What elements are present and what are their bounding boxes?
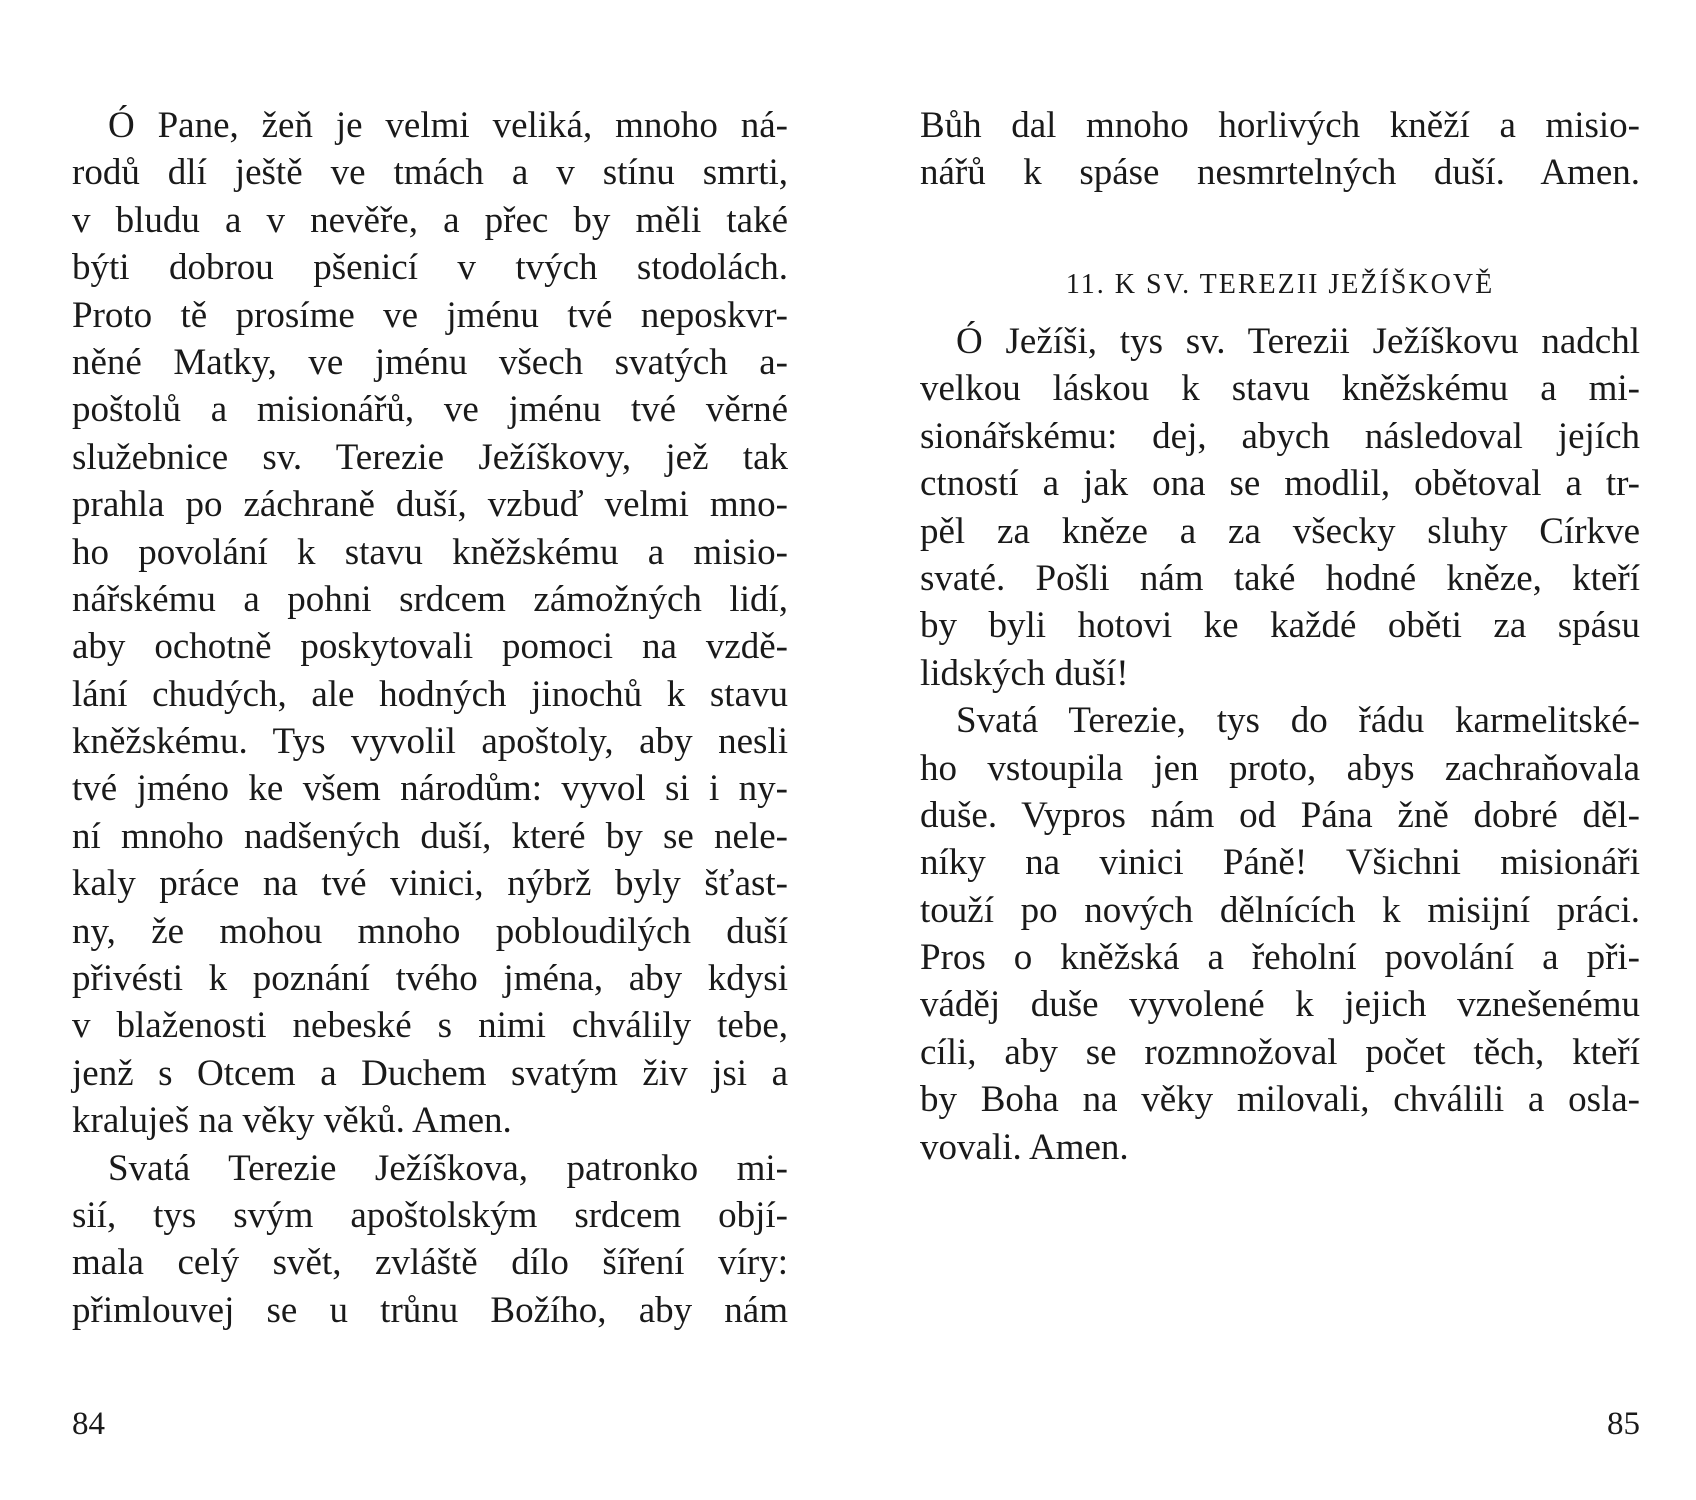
left-page-text [72, 102, 788, 1334]
text-line: něné Matky, ve jménu všech svatých a- [72, 341, 788, 383]
text-line: sií, tys svým apoštolským srdcem objí- [72, 1194, 788, 1236]
text-line: přivésti k poznání tvého jména, aby kdysi [72, 958, 788, 1000]
text-line: velkou láskou k stavu kněžskému a mi- [920, 368, 1640, 410]
text-line: ny, že mohou mnoho pobloudilých duší [72, 910, 788, 952]
text-line: ho vstoupila jen proto, abys zachraňovala [920, 747, 1640, 789]
text-line: Ó Pane, žeň je velmi veliká, mnoho ná- [108, 105, 788, 146]
text-line: poštolů a misionářů, ve jménu tvé věrné [72, 389, 788, 431]
section-heading: 11. K SV. TEREZII JEŽÍŠKOVĚ [1065, 269, 1495, 300]
text-line: aby ochotně poskytovali pomoci na vzdě- [72, 626, 788, 668]
text-line: býti dobrou pšenicí v tvých stodolách. [72, 247, 788, 289]
text-line: nářskému a pohni srdcem zámožných lidí, [72, 578, 788, 620]
text-line: níky na vinici Páně! Všichni misionáři [920, 842, 1640, 884]
text-line: ctností a jak ona se modlil, obětoval a tr- [920, 463, 1640, 505]
left-page [72, 0, 788, 1500]
text-line: lání chudých, ale hodných jinochů k stavu [72, 673, 788, 715]
text-line: vovali. Amen. [920, 1126, 1129, 1168]
text-line: v bludu a v nevěře, a přec by měli také [72, 199, 788, 241]
text-line: tvé jméno ke všem národům: vyvol si i ny- [72, 768, 788, 810]
text-line: touží po nových dělnících k misijní práci. [920, 889, 1640, 931]
text-line: váděj duše vyvolené k jejich vznešenému [920, 984, 1640, 1026]
text-line: ho povolání k stavu kněžskému a misio- [72, 531, 788, 573]
text-line: přimlouvej se u trůnu Božího, aby nám [72, 1289, 788, 1331]
right-page-text [920, 318, 1640, 1171]
text-line: Svatá Terezie, tys do řádu karmelitské- [956, 700, 1640, 742]
text-line: Ó Ježíši, tys sv. Terezii Ježíškovu nadchl [956, 321, 1640, 362]
text-line: mala celý svět, zvláště dílo šíření víry: [72, 1242, 788, 1284]
text-line: Bůh dal mnoho horlivých kněží a misio- [920, 105, 1640, 146]
page-number: 84 [72, 1406, 105, 1442]
text-line: Proto tě prosíme ve jménu tvé neposkvr- [72, 294, 788, 336]
right-page [920, 0, 1640, 1500]
text-line: Pros o kněžská a řeholní povolání a při- [920, 937, 1640, 979]
text-line: by Boha na věky milovali, chválili a osla- [920, 1079, 1640, 1121]
text-line: by byli hotovi ke každé oběti za spásu [920, 605, 1640, 647]
text-line: nářů k spáse nesmrtelných duší. Amen. [920, 152, 1640, 194]
text-line: ní mnoho nadšených duší, které by se nele- [72, 815, 788, 857]
page-number: 85 [1607, 1406, 1640, 1442]
text-line: v blaženosti nebeské s nimi chválily tebe, [72, 1005, 788, 1047]
text-line: jenž s Otcem a Duchem svatým živ jsi a [72, 1052, 788, 1094]
text-line: duše. Vypros nám od Pána žně dobré děl- [920, 794, 1640, 836]
text-line: prahla po záchraně duší, vzbuď velmi mno- [72, 484, 788, 526]
text-line: kaly práce na tvé vinici, nýbrž byly šťast- [72, 863, 788, 905]
text-line: služebnice sv. Terezie Ježíškovy, jež tak [72, 436, 788, 478]
text-line: Svatá Terezie Ježíškova, patronko mi- [108, 1147, 788, 1189]
text-line: svaté. Pošli nám také hodné kněze, kteří [920, 557, 1640, 599]
text-line: pěl za kněze a za všecky sluhy Církve [920, 510, 1640, 552]
text-line: sionářskému: dej, abych následoval jejích [920, 415, 1640, 457]
text-line: cíli, aby se rozmnožoval počet těch, kteří [920, 1031, 1640, 1073]
text-line: rodů dlí ještě ve tmách a v stínu smrti, [72, 152, 788, 194]
right-page-continuation [920, 102, 1640, 197]
text-line: lidských duší! [920, 652, 1129, 694]
text-line: kraluješ na věky věků. Amen. [72, 1100, 512, 1142]
text-line: kněžskému. Tys vyvolil apoštoly, aby nesli [72, 721, 788, 763]
